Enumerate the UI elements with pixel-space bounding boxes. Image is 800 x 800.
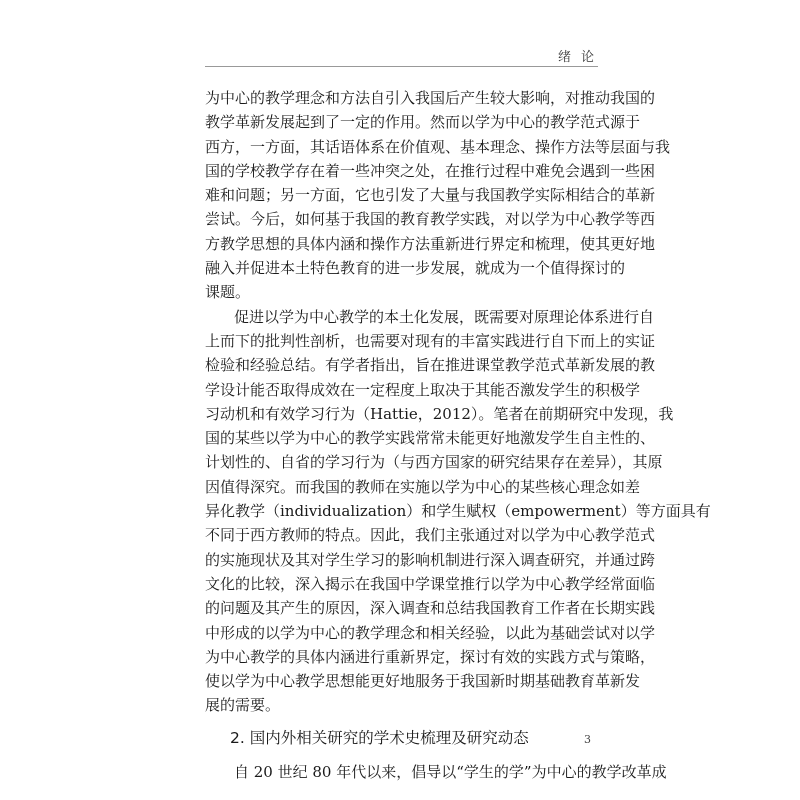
text-line: 尝试。今后，如何基于我国的教育教学实践，对以学为中心教学等西 xyxy=(205,210,656,229)
text-line: 难和问题；另一方面，它也引发了大量与我国教学实际相结合的革新 xyxy=(205,186,656,205)
section-heading: 2. 国内外相关研究的学术史梳理及研究动态 xyxy=(230,728,529,747)
text-line: 异化教学（individualization）和学生赋权（empowerment）等方面具有 xyxy=(205,502,711,521)
text-line: 的问题及其产生的原因，深入调查和总结我国教育工作者在长期实践 xyxy=(205,599,656,618)
running-header: 绪论 xyxy=(557,50,604,65)
text-line: 自 20 世纪 80 年代以来，倡导以“学生的学”为中心的教学改革成 xyxy=(234,762,667,781)
text-line: 计划性的、自省的学习行为（与西方国家的研究结果存在差异），其原 xyxy=(205,453,663,472)
paragraph xyxy=(205,305,711,718)
body-text xyxy=(205,86,711,784)
text-line: 教学革新发展起到了一定的作用。然而以学为中心的教学范式源于 xyxy=(205,113,641,132)
text-line: 习动机和有效学习行为（Hattie，2012）。笔者在前期研究中发现，我 xyxy=(205,404,674,423)
text-line: 的实施现状及其对学生学习的影响机制进行深入调查研究，并通过跨 xyxy=(205,550,656,569)
text-line: 展的需要。 xyxy=(205,696,281,715)
text-line: 为中心的教学理念和方法自引入我国后产生较大影响，对推动我国的 xyxy=(205,89,656,107)
text-line: 上而下的批判性剖析，也需要对现有的丰富实践进行自下而上的实证 xyxy=(205,331,656,350)
text-line: 国的某些以学为中心的教学实践常常未能更好地激发学生自主性的、 xyxy=(205,429,656,448)
text-line: 课题。 xyxy=(205,283,251,302)
text-line: 融入并促进本土特色教育的进一步发展，就成为一个值得探讨的 xyxy=(205,259,626,278)
text-line: 为中心教学的具体内涵进行重新界定，探讨有效的实践方式与策略， xyxy=(205,647,656,666)
text-line: 国的学校教学存在着一些冲突之处，在推行过程中难免会遇到一些困 xyxy=(205,161,656,180)
text-line: 不同于西方教师的特点。因此，我们主张通过对以学为中心教学范式 xyxy=(205,526,656,545)
page-number: 3 xyxy=(584,733,591,746)
paragraph xyxy=(205,86,671,305)
text-line: 文化的比较，深入揭示在我国中学课堂推行以学为中心教学经常面临 xyxy=(205,574,656,593)
text-line: 方教学思想的具体内涵和操作方法重新进行界定和梳理，使其更好地 xyxy=(205,234,656,253)
text-line: 中形成的以学为中心的教学理念和相关经验，以此为基础尝试对以学 xyxy=(205,623,656,642)
text-line: 因值得深究。而我国的教师在实施以学为中心的某些核心理念如差 xyxy=(205,477,641,496)
header-rule xyxy=(205,66,598,67)
text-line: 使以学为中心教学思想能更好地服务于我国新时期基础教育革新发 xyxy=(205,672,641,691)
text-line: 促进以学为中心教学的本土化发展，既需要对原理论体系进行自 xyxy=(234,307,655,326)
text-line: 西方，一方面，其话语体系在价值观、基本理念、操作方法等层面与我 xyxy=(205,137,671,156)
text-line: 学设计能否取得成效在一定程度上取决于其能否激发学生的积极学 xyxy=(205,380,641,399)
text-line: 检验和经验总结。有学者指出，旨在推进课堂教学范式革新发展的教 xyxy=(205,356,656,375)
paragraph xyxy=(205,760,667,784)
